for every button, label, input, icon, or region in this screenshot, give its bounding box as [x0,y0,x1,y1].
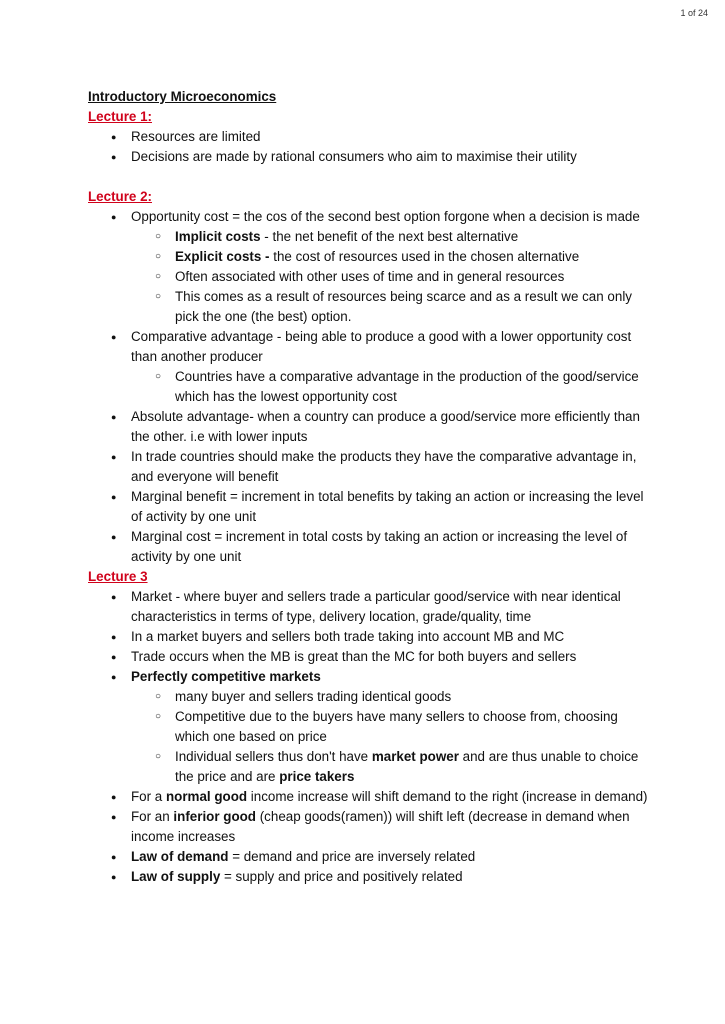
sub-list-item: ○ Countries have a comparative advantage in the production of the good/service which has the lowest opportunity cost [131,367,648,407]
explicit-costs-term: Explicit costs - [175,249,270,264]
list-item: ● Absolute advantage- when a country can produce a good/service more efficiently than the other. i.e with lower inputs [88,407,648,447]
list-item: ● Marginal cost = increment in total costs by taking an action or increasing the level of activity by one unit [88,527,648,567]
text-run: For a [131,789,166,804]
inferior-good-term: inferior good [173,809,256,824]
perfectly-competitive-term: Perfectly competitive markets [131,669,321,684]
implicit-costs-text: - the net benefit of the next best alternative [260,229,519,244]
list-item [88,207,648,327]
page-number: 1 of 24 [680,8,708,18]
list-item: ● In a market buyers and sellers both trade taking into account MB and MC [88,627,648,647]
lecture-2-heading: Lecture 2: [88,189,152,204]
sub-list-item [131,227,648,247]
explicit-costs-text: the cost of resources used in the chosen alternative [269,249,580,264]
list-item [88,787,648,807]
text-run: income increase will shift demand to the right (increase in demand) [247,789,648,804]
text-run: = supply and price and positively related [220,869,463,884]
text-run: Individual sellers thus don't have [175,749,372,764]
lecture-1-heading: Lecture 1: [88,109,152,124]
list-item [88,847,648,867]
document-title: Introductory Microeconomics [88,89,277,104]
list-item [88,867,648,887]
list-item [88,667,648,787]
list-item [88,807,648,847]
lecture-3-list [88,587,648,887]
list-item: ● Market - where buyer and sellers trade a particular good/service with near identical characteristics in terms of type, delivery location, grade/quality, time [88,587,648,627]
sub-list-item: ○ many buyer and sellers trading identical goods [131,687,648,707]
spacer [88,167,648,187]
list-item: ● Marginal benefit = increment in total benefits by taking an action or increasing the level of activity by one unit [88,487,648,527]
lecture-2-list [88,207,648,567]
list-item [88,327,648,407]
opportunity-cost-text: Opportunity cost = the cos of the second best option forgone when a decision is made [131,209,640,224]
sub-list-item: ○ This comes as a result of resources being scarce and as a result we can only pick the one (the best) option. [131,287,648,327]
price-takers-term: price takers [279,769,355,784]
market-power-term: market power [371,749,459,764]
list-item: ● Resources are limited [88,127,648,147]
text-run: (cheap goods(ramen)) will shift left (decrease in demand when income increases [131,809,630,844]
sub-list-item: ○ Competitive due to the buyers have many sellers to choose from, choosing which one based on price [131,707,648,747]
normal-good-term: normal good [165,789,248,804]
sub-list [131,687,648,787]
law-of-supply-term: Law of supply [131,869,221,884]
list-item: ● Decisions are made by rational consumers who aim to maximise their utility [88,147,648,167]
sub-list-item: ○ Often associated with other uses of time and in general resources [131,267,648,287]
list-item: ● Trade occurs when the MB is great than the MC for both buyers and sellers [88,647,648,667]
text-run: For an [131,809,174,824]
document-body [88,87,648,887]
text-run: = demand and price are inversely related [228,849,476,864]
text-run: and are thus unable to choice the price and are [175,749,639,784]
law-of-demand-term: Law of demand [131,849,229,864]
implicit-costs-term: Implicit costs [175,229,261,244]
comparative-advantage-text: Comparative advantage - being able to produce a good with a lower opportunity cost than another producer [131,329,632,364]
lecture-3-heading: Lecture 3 [88,569,148,584]
lecture-1-list [88,127,648,167]
sub-list [131,227,648,327]
sub-list-item [131,747,648,787]
sub-list-item [131,247,648,267]
list-item: ● In trade countries should make the products they have the comparative advantage in, and everyone will benefit [88,447,648,487]
sub-list [131,367,648,407]
